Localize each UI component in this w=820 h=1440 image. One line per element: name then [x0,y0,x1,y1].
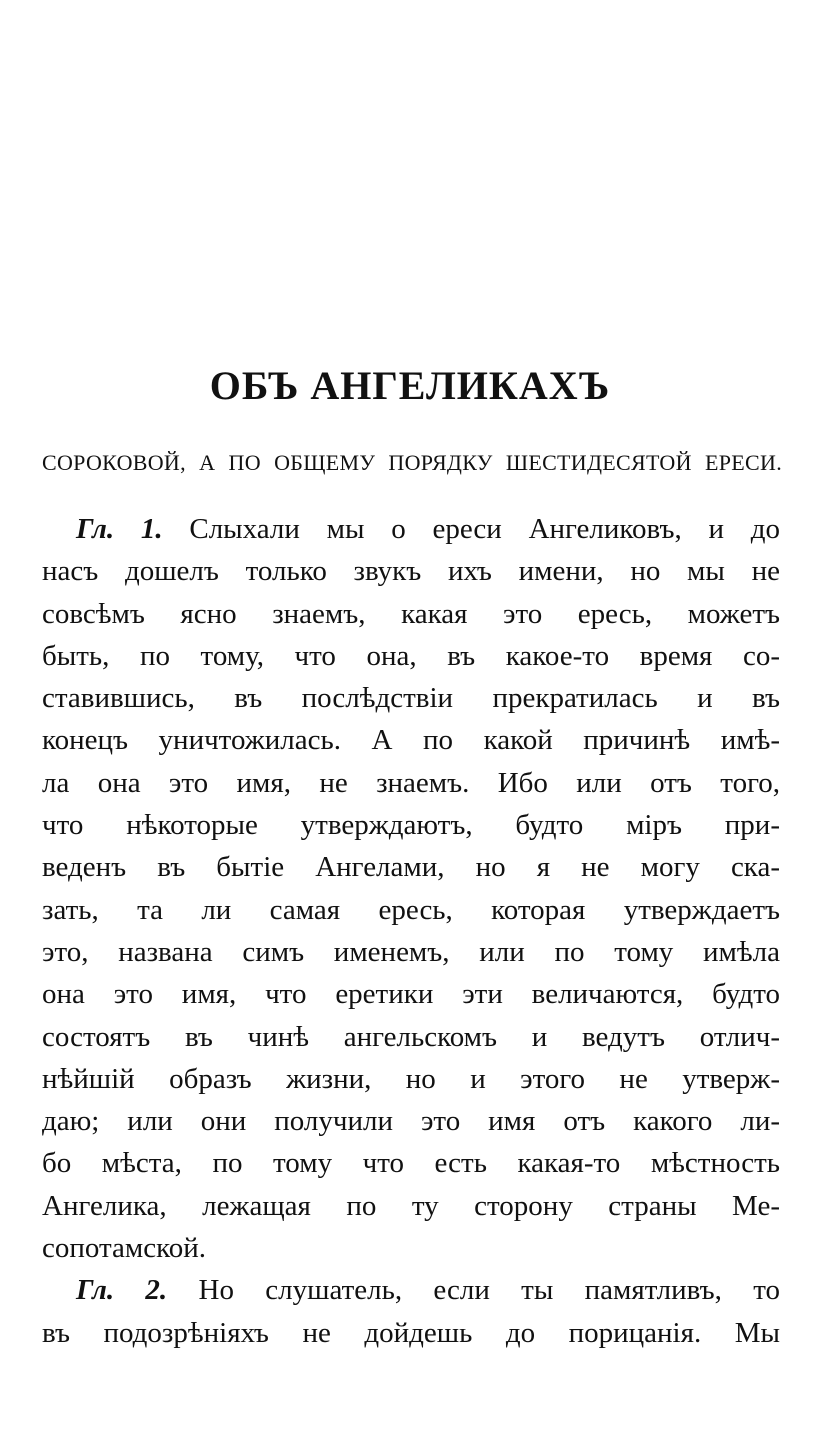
paragraph-line: что нѣкоторые утверждаютъ, будто мiръ при- [42,809,780,842]
paragraph-line: даю; или они получили это имя отъ какого ли- [42,1105,780,1138]
paragraph-line: веденъ въ бытiе Ангелами, но я не могу ска- [42,851,780,884]
chapter-label: Гл. 2. [76,1274,168,1307]
paragraph-line: насъ дошелъ только звукъ ихъ имени, но мы не [42,555,780,588]
body-text [42,508,780,1354]
paragraph-line: нѣйшiй образъ жизни, но и этого не утверж- [42,1062,780,1095]
paragraph-line: Гл. 2. Но слушатель, если ты памятливъ, то [76,1274,780,1307]
paragraph-line: Гл. 1. Слыхали мы о ереси Ангеликовъ, и до [76,513,780,545]
paragraph-line: Ангелика, лежащая по ту сторону страны Ме- [42,1189,780,1222]
paragraph-line: бо мѣста, по тому что есть какая-то мѣстность [42,1147,780,1180]
chapter-subtitle: СОРОКОВОЙ, А ПО ОБЩЕМУ ПОРЯДКУ ШЕСТИДЕСЯТОЙ ЕРЕСИ. [42,450,782,475]
paragraph-line: конецъ уничтожилась. А по какой причинѣ имѣ- [42,724,780,757]
chapter-label: Гл. 1. [76,513,163,545]
paragraph-line: сопотамской. [42,1232,207,1265]
paragraph-line: зать, та ли самая ересь, которая утверждаетъ [42,893,780,926]
paragraph-line: она это имя, что еретики эти величаются, будто [42,978,780,1011]
paragraph-line: совсѣмъ ясно знаемъ, какая это ересь, можетъ [42,597,780,630]
paragraph-line: состоятъ въ чинѣ ангельскомъ и ведутъ отлич- [42,1020,780,1053]
paragraph-line: ставившись, въ послѣдствiи прекратилась и въ [42,682,780,715]
paragraph-line: ла она это имя, не знаемъ. Ибо или отъ того, [42,766,780,799]
paragraph-line: это, названа симъ именемъ, или по тому имѣла [42,935,780,968]
chapter-title: ОБЪ АНГЕЛИКАХЪ [209,363,611,408]
paragraph-line: быть, по тому, что она, въ какое-то время со- [42,639,780,672]
paragraph-line: въ подозрѣнiяхъ не дойдешь до порицанiя. Мы [42,1316,780,1349]
